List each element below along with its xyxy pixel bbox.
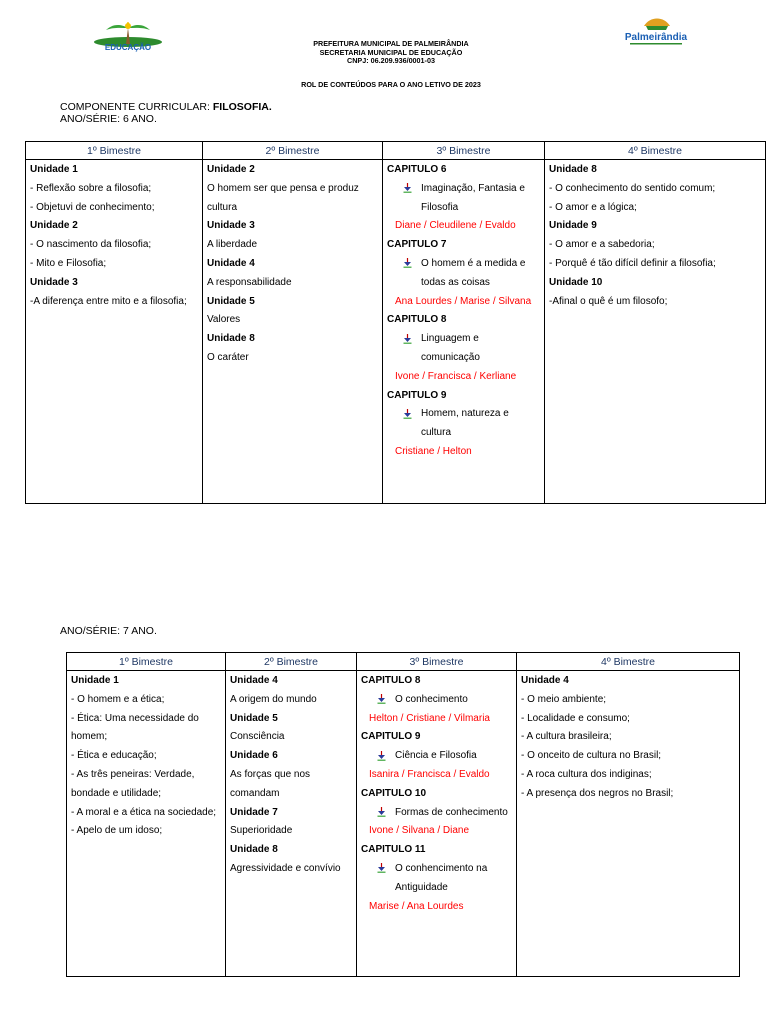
- arrow-bullet-icon: [377, 804, 395, 823]
- cell-bimestre-3: [357, 671, 517, 977]
- unit-heading: Unidade 1: [71, 675, 119, 686]
- list-item: [387, 255, 540, 293]
- list-item: Superioridade: [230, 825, 293, 837]
- list-item: - A cultura brasileira;: [521, 731, 612, 743]
- unit-heading: Unidade 6: [230, 750, 278, 762]
- svg-text:EDUCAÇÃO: EDUCAÇÃO: [104, 43, 152, 52]
- list-item: - A roca cultura dos indiginas;: [521, 768, 652, 780]
- list-item: - O onceito de cultura no Brasil;: [521, 750, 662, 762]
- unit-heading: Unidade 8: [230, 844, 278, 856]
- list-item: [361, 691, 512, 710]
- list-item: - Apelo de um idoso;: [71, 825, 163, 837]
- arrow-bullet-icon: [377, 860, 395, 898]
- list-item: - Reflexão sobre a filosofia;: [30, 182, 152, 194]
- teacher-names: Ana Lourdes / Marise / Silvana: [395, 295, 532, 307]
- list-item: A responsabilidade: [207, 276, 292, 288]
- list-item: - O conhecimento do sentido comum;: [549, 182, 716, 194]
- list-item: As forças que nos comandam: [230, 768, 311, 799]
- arrow-bullet-icon: [377, 747, 395, 766]
- list-item: [361, 860, 512, 898]
- teacher-names: Ivone / Francisca / Kerliane: [395, 370, 517, 382]
- teacher-names: Marise / Ana Lourdes: [369, 900, 464, 912]
- list-item: - Porquê é tão difícil definir a filosofia;: [549, 257, 716, 269]
- list-item-text: Ciência e Filosofia: [395, 750, 477, 762]
- list-item: - O nascimento da filosofia;: [30, 239, 152, 251]
- svg-text:Palmeirândia: Palmeirândia: [624, 32, 688, 43]
- header-bimestre-3: 3º Bimestre: [383, 142, 545, 160]
- list-item: - O amor e a lógica;: [549, 201, 637, 213]
- list-item: O homem ser que pensa e produz cultura: [207, 182, 359, 213]
- cell-bimestre-2: [226, 671, 357, 977]
- list-item: [387, 330, 540, 368]
- cell-bimestre-3: [383, 160, 545, 504]
- list-item: - O meio ambiente;: [521, 693, 607, 705]
- list-item: - Ética: Uma necessidade do homem;: [71, 712, 199, 743]
- list-item: [387, 180, 540, 218]
- cell-bimestre-4: [517, 671, 740, 977]
- unit-heading: Unidade 4: [230, 675, 278, 686]
- list-item: -A diferença entre mito e a filosofia;: [30, 295, 187, 307]
- unit-heading: CAPITULO 6: [387, 164, 447, 175]
- prefeitura-line: PREFEITURA MUNICIPAL DE PALMEIRÂNDIA: [313, 39, 469, 48]
- list-item: - Ética e educação;: [71, 750, 157, 762]
- table-row: [67, 671, 740, 977]
- list-item: A origem do mundo: [230, 693, 317, 705]
- list-item: O caráter: [207, 351, 249, 363]
- list-item-text: Linguagem e comunicação: [421, 333, 480, 363]
- list-item: - O amor e a sabedoria;: [549, 239, 655, 251]
- unit-heading: Unidade 5: [207, 295, 255, 307]
- cell-bimestre-4: [545, 160, 766, 504]
- cell-bimestre-1: [67, 671, 226, 977]
- header-bimestre-1: 1º Bimestre: [67, 653, 226, 671]
- teacher-names: Helton / Cristiane / Vilmaria: [369, 712, 490, 724]
- list-item-text: Homem, natureza e cultura: [421, 408, 509, 439]
- header-bimestre-3: 3º Bimestre: [357, 653, 517, 671]
- list-item: Valores: [207, 314, 241, 326]
- arrow-bullet-icon: [403, 330, 421, 368]
- list-item-text: O homem é a medida e todas as coisas: [421, 257, 526, 288]
- teacher-names: Isanira / Francisca / Evaldo: [369, 768, 490, 780]
- header-bimestre-2: 2º Bimestre: [203, 142, 383, 160]
- list-item: - Objetuvi de conhecimento;: [30, 201, 155, 213]
- unit-heading: Unidade 9: [549, 220, 597, 232]
- unit-heading: CAPITULO 7: [387, 239, 447, 251]
- unit-heading: CAPITULO 8: [361, 675, 421, 686]
- list-item: [361, 804, 512, 823]
- unit-heading: Unidade 8: [549, 164, 597, 175]
- list-item: - A presença dos negros no Brasil;: [521, 787, 674, 799]
- unit-heading: Unidade 8: [207, 333, 255, 345]
- unit-heading: CAPITULO 11: [361, 844, 426, 856]
- list-item: Agressividade e convívio: [230, 862, 341, 874]
- list-item-text: O conhecimento: [395, 693, 468, 705]
- header-bimestre-2: 2º Bimestre: [226, 653, 357, 671]
- content-table-7-ano: [66, 652, 740, 977]
- palmeirandia-logo: [620, 14, 692, 48]
- list-item: Consciência: [230, 731, 285, 743]
- list-item: - Mito e Filosofia;: [30, 257, 107, 269]
- cnpj-line: CNPJ: 06.209.936/0001-03: [347, 56, 435, 66]
- list-item: - A moral e a ética na sociedade;: [71, 806, 217, 818]
- list-item: - As três peneiras: Verdade, bondade e utilidade;: [71, 768, 195, 799]
- unit-heading: Unidade 7: [230, 806, 278, 818]
- arrow-bullet-icon: [403, 180, 421, 218]
- list-item-text: Formas de conhecimento: [395, 806, 508, 818]
- serie-6: ANO/SÉRIE: 6 ANO.: [60, 113, 157, 125]
- document-title: ROL DE CONTEÚDOS PARA O ANO LETIVO DE 2023: [301, 80, 481, 89]
- unit-heading: Unidade 4: [521, 675, 569, 686]
- unit-heading: Unidade 4: [207, 257, 255, 269]
- education-logo: [88, 20, 168, 52]
- unit-heading: CAPITULO 8: [387, 314, 447, 326]
- list-item: [387, 405, 540, 443]
- header-bimestre-4: 4º Bimestre: [545, 142, 766, 160]
- unit-heading: Unidade 1: [30, 164, 78, 175]
- arrow-bullet-icon: [403, 405, 421, 443]
- header-bimestre-1: 1º Bimestre: [26, 142, 203, 160]
- unit-heading: Unidade 5: [230, 712, 278, 724]
- unit-heading: CAPITULO 9: [387, 389, 447, 401]
- unit-heading: Unidade 3: [207, 220, 255, 232]
- table-header-row: [67, 653, 740, 671]
- teacher-names: Cristiane / Helton: [395, 445, 472, 457]
- content-table-6-ano: [25, 141, 766, 504]
- unit-heading: CAPITULO 10: [361, 787, 427, 799]
- component-label: COMPONENTE CURRICULAR:: [60, 101, 210, 113]
- unit-heading: CAPITULO 9: [361, 731, 421, 743]
- component-info: [60, 101, 272, 125]
- list-item: - Localidade e consumo;: [521, 712, 630, 724]
- serie-7: ANO/SÉRIE: 7 ANO.: [60, 625, 157, 637]
- list-item: - O homem e a ética;: [71, 693, 165, 705]
- teacher-names: Ivone / Silvana / Diane: [369, 825, 470, 837]
- unit-heading: Unidade 10: [549, 276, 603, 288]
- list-item: -Afinal o quê é um filosofo;: [549, 295, 668, 307]
- arrow-bullet-icon: [377, 691, 395, 710]
- arrow-bullet-icon: [403, 255, 421, 293]
- unit-heading: Unidade 2: [207, 164, 255, 175]
- unit-heading: Unidade 2: [30, 220, 78, 232]
- cell-bimestre-1: [26, 160, 203, 504]
- component-value: FILOSOFIA.: [212, 101, 272, 113]
- header-bimestre-4: 4º Bimestre: [517, 653, 740, 671]
- secretaria-line: SECRETARIA MUNICIPAL DE EDUCAÇÃO: [319, 47, 463, 57]
- table-header-row: [26, 142, 766, 160]
- cell-bimestre-2: [203, 160, 383, 504]
- table-row: [26, 160, 766, 504]
- list-item: [361, 747, 512, 766]
- unit-heading: Unidade 3: [30, 276, 78, 288]
- teacher-names: Diane / Cleudilene / Evaldo: [395, 220, 516, 232]
- list-item-text: Imaginação, Fantasia e Filosofia: [421, 182, 525, 213]
- list-item: A liberdade: [207, 239, 258, 251]
- list-item-text: O conhencimento na Antiguidade: [395, 862, 488, 893]
- document-header: [200, 40, 582, 66]
